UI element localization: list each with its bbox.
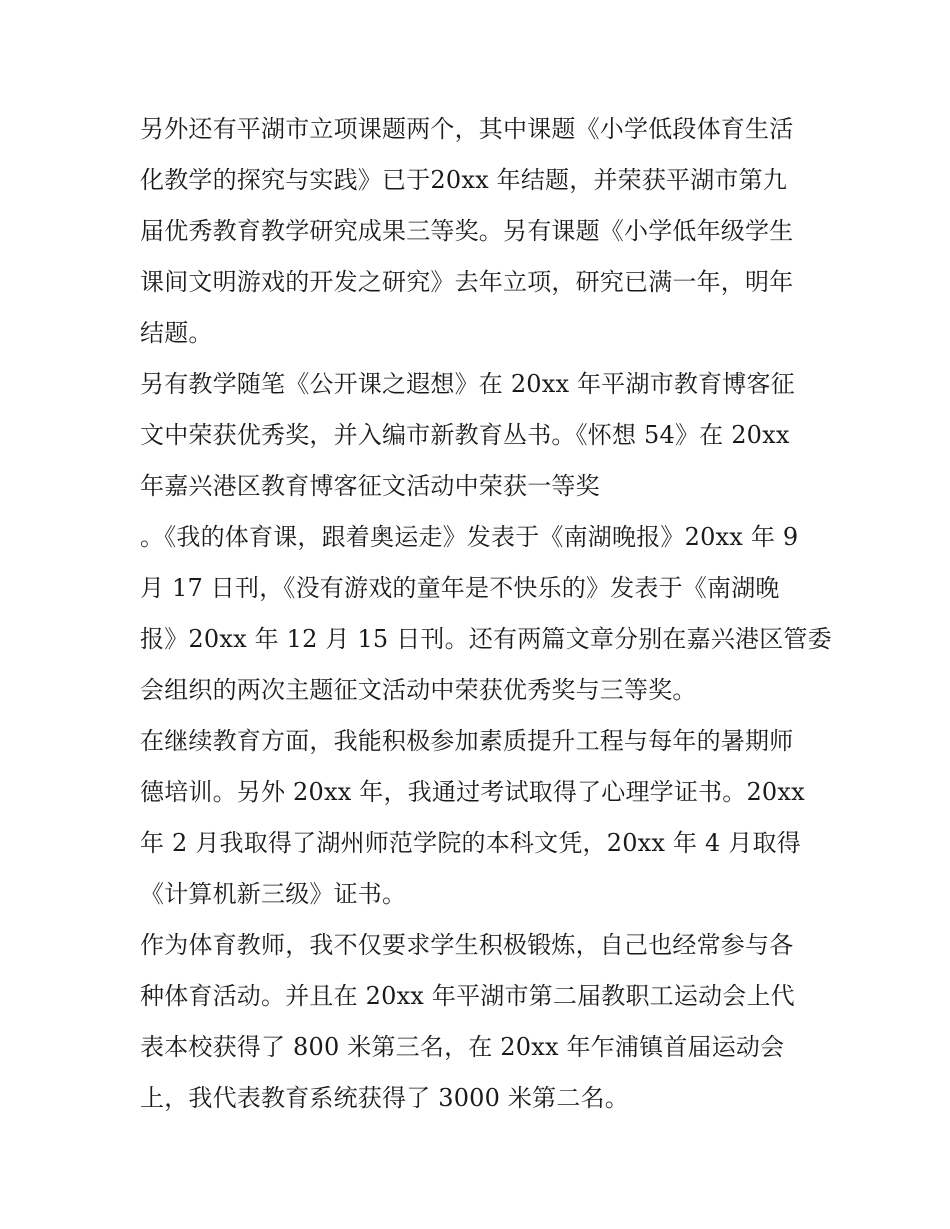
text-line: 另有教学随笔《公开课之遐想》在 20xx 年平湖市教育博客征 (140, 370, 795, 398)
text-line: 上，我代表教育系统获得了 3000 米第二名。 (140, 1084, 629, 1112)
text-line: 德培训。另外 20xx 年，我通过考试取得了心理学证书。20xx (140, 778, 805, 806)
text-line: 在继续教育方面，我能积极参加素质提升工程与每年的暑期师 (140, 727, 794, 755)
text-line: 年 2 月我取得了湖州师范学院的本科文凭，20xx 年 4 月取得 (140, 829, 801, 857)
text-line: 课间文明游戏的开发之研究》去年立项，研究已满一年，明年 (140, 268, 794, 296)
text-line: 化教学的探究与实践》已于20xx 年结题，并荣获平湖市第九 (140, 166, 788, 194)
text-line: 月 17 日刊，《没有游戏的童年是不快乐的》发表于《南湖晚 (140, 574, 780, 602)
text-line: 另外还有平湖市立项课题两个，其中课题《小学低段体育生活 (140, 115, 794, 143)
text-line: 会组织的两次主题征文活动中荣获优秀奖与三等奖。 (140, 676, 697, 704)
document-body (140, 104, 832, 1124)
text-line: 作为体育教师，我不仅要求学生积极锻炼，自己也经常参与各 (140, 931, 794, 959)
text-line: 种体育活动。并且在 20xx 年平湖市第二届教职工运动会上代 (140, 982, 795, 1010)
text-line: 届优秀教育教学研究成果三等奖。另有课题《小学低年级学生 (140, 217, 794, 245)
text-line: 结题。 (140, 319, 213, 347)
text-line: 。《我的体育课，跟着奥运走》发表于《南湖晚报》20xx 年 9 (140, 523, 799, 551)
text-line: 报》20xx 年 12 月 15 日刊。还有两篇文章分别在嘉兴港区管委 (140, 625, 832, 653)
text-line: 《计算机新三级》证书。 (140, 880, 407, 908)
text-line: 表本校获得了 800 米第三名，在 20xx 年乍浦镇首届运动会 (140, 1033, 785, 1061)
text-line: 年嘉兴港区教育博客征文活动中荣获一等奖 (140, 472, 600, 500)
text-line: 文中荣获优秀奖，并入编市新教育丛书。《怀想 54》在 20xx (140, 421, 790, 449)
